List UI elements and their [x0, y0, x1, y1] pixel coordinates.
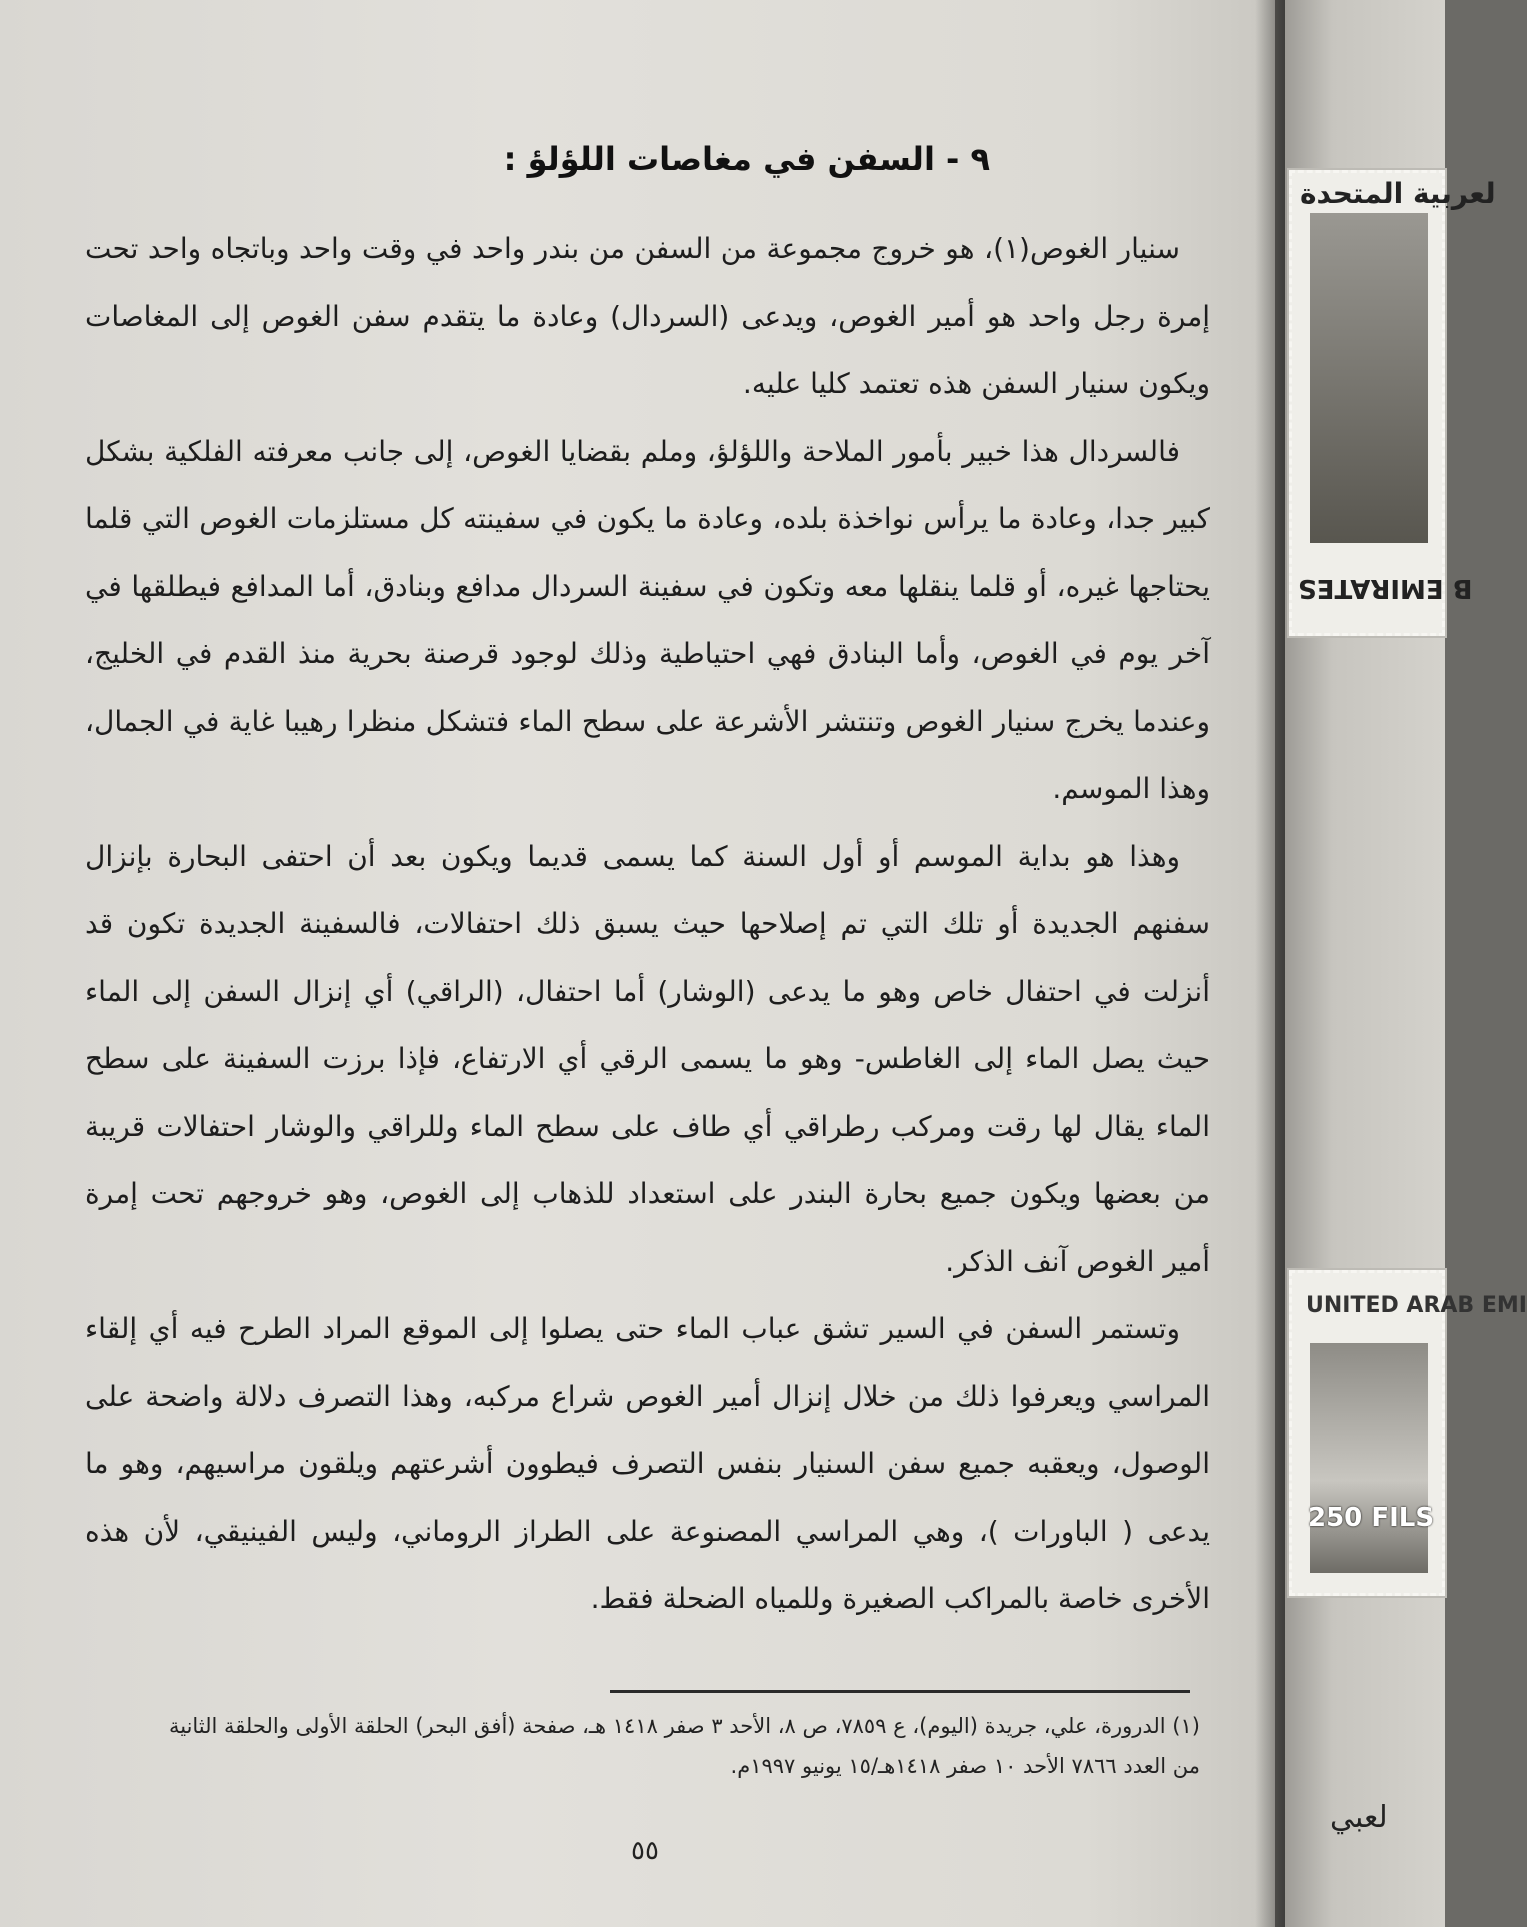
- paragraph-4: وتستمر السفن في السير تشق عباب الماء حتى يصلوا إلى الموقع المراد الطرح فيه أي إلقاء المراسي ويعرفوا ذلك من خلال إنزال أمير الغوص شراع مركبه، وهذا التصرف دلالة واضحة على الوصول، ويعقبه جميع سفن السنيار بنفس التصرف فيطوون أشرعتهم ويلقون مراسيهم، وهو ما يدعى ( الباورات )، وهي المراسي المصنوعة على الطراز الروماني، وليس الفينيقي، لأن هذه الأخرى خاصة بالمراكب الصغيرة وللمياه الضحلة فقط.: [85, 1312, 1210, 1615]
- stamp-value: 250 FILS: [1308, 1503, 1435, 1533]
- stamp-image: [1310, 213, 1428, 543]
- footnote-line-2: من العدد ٧٨٦٦ الأحد ١٠ صفر ١٤١٨هـ/١٥ يونيو ١٩٩٧م.: [730, 1754, 1200, 1778]
- footnote-divider: [610, 1690, 1190, 1693]
- page-number: ٥٥: [631, 1836, 659, 1866]
- postage-stamp-bottom: [1289, 1270, 1527, 1596]
- body-text: [85, 215, 1210, 1633]
- stamp-english-title: B EMIRATES: [1298, 573, 1473, 603]
- stamp-image: [1310, 1343, 1428, 1573]
- paragraph-2: فالسردال هذا خبير بأمور الملاحة واللؤلؤ، وملم بقضايا الغوص، إلى جانب معرفته الفلكية بشكل كبير جدا، وعادة ما يرأس نواخذة بلده، وعادة ما يكون في سفينته كل مستلزمات الغوص التي قلما يحتاجها غيره، أو قلما ينقلها معه وتكون في سفينة السردال مدافع وبنادق، أما المدافع فيطلقها في آخر يوم في الغوص، وأما البنادق فهي احتياطية وذلك لوجود قرصنة بحرية منذ القدم في الخليج، وعندما يخرج سنيار الغوص وتنتشر الأشرعة على سطح الماء فتشكل منظرا رهيبا غاية في الجمال، وهذا الموسم.: [85, 434, 1210, 805]
- section-heading: ٩ - السفن في مغاصات اللؤلؤ :: [503, 140, 990, 178]
- footnote-line-1: (١) الدرورة، علي، جريدة (اليوم)، ع ٧٨٥٩، ص ٨، الأحد ٣ صفر ١٤١٨ هـ، صفحة (أفق البحر) الحلقة الأولى والحلقة الثانية: [168, 1714, 1200, 1738]
- stamp-english-title: UNITED ARAB EMI: [1306, 1293, 1527, 1318]
- stamp-arabic-title: لعربية المتحدة: [1300, 177, 1496, 210]
- paragraph-1: سنيار الغوص(١)، هو خروج مجموعة من السفن من بندر واحد في وقت واحد وباتجاه واحد تحت إمرة رجل واحد هو أمير الغوص، ويدعى (السردال) وعادة ما يتقدم سفن الغوص إلى المغاصات ويكون سنيار السفن هذه تعتمد كليا عليه.: [85, 232, 1210, 400]
- postage-stamp-top: [1289, 170, 1496, 636]
- adjacent-page-edge-text: لعبي: [1330, 1800, 1388, 1835]
- adjacent-page: [1285, 0, 1527, 1927]
- footnotes: [110, 1706, 1200, 1786]
- paragraph-3: وهذا هو بداية الموسم أو أول السنة كما يسمى قديما ويكون بعد أن احتفى البحارة بإنزال سفنهم الجديدة أو تلك التي تم إصلاحها حيث يسبق ذلك احتفالات، فالسفينة الجديدة تكون قد أنزلت في احتفال خاص وهو ما يدعى (الوشار) أما احتفال، (الراقي) أي إنزال السفن إلى الماء حيث يصل الماء إلى الغاطس- وهو ما يسمى الرقي أي الارتفاع، فإذا برزت السفينة على سطح الماء يقال لها رقت ومركب رطراقي أي طاف على سطح الماء وللراقي والوشار احتفالات قريبة من بعضها ويكون جميع بحارة البندر على استعداد للذهاب إلى الغوص، وهو خروجهم تحت إمرة أمير الغوص آنف الذكر.: [85, 839, 1210, 1278]
